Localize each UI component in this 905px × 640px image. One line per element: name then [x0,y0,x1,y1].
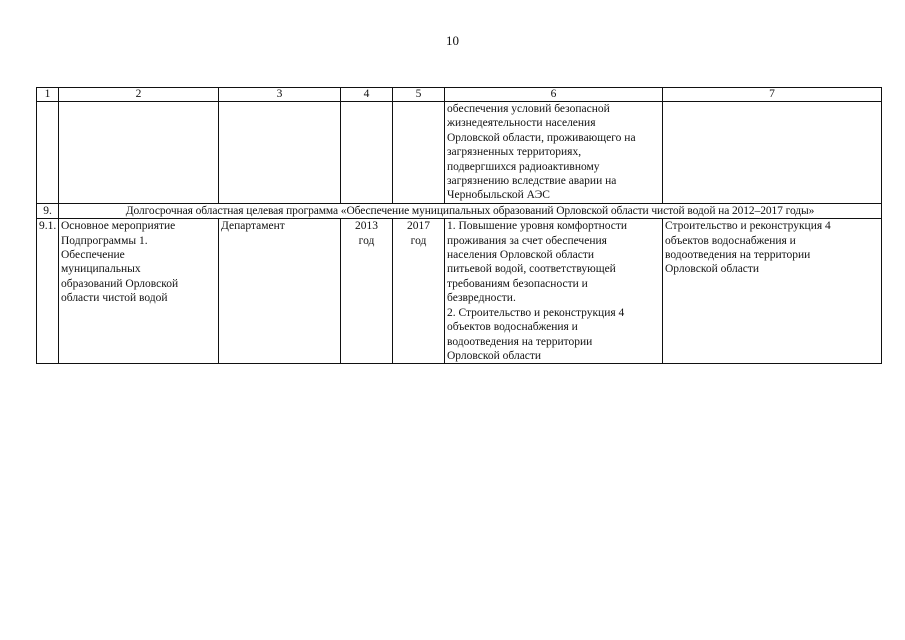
header-cell-6: 6 [445,88,663,102]
program-table [36,87,882,364]
item-executor: Департамент [219,219,341,364]
continuation-cell-6: обеспечения условий безопасной жизнедеятельности населения Орловской области, проживающего на загрязненных территориях, подвергшихся радиоактивному загрязнению вследствие аварии на Чернобыльской АЭС [445,102,663,204]
header-cell-1: 1 [37,88,59,102]
page-number: 10 [446,33,459,48]
item-start-year: 2013 год [341,219,393,364]
continuation-row [37,102,882,204]
continuation-cell-2 [59,102,219,204]
item-number: 9.1. [37,219,59,364]
continuation-cell-7 [663,102,882,204]
header-cell-3: 3 [219,88,341,102]
continuation-cell-4 [341,102,393,204]
header-cell-7: 7 [663,88,882,102]
section-title: Долгосрочная областная целевая программа «Обеспечение муниципальных образований Орловской области чистой водой на 2012–2017 годы» [59,203,882,218]
item-end-year: 2017 год [393,219,445,364]
continuation-cell-1 [37,102,59,204]
section-row [37,203,882,218]
continuation-cell-5 [393,102,445,204]
continuation-cell-3 [219,102,341,204]
item-row [37,219,882,364]
section-number: 9. [37,203,59,218]
item-name: Основное мероприятие Подпрограммы 1. Обеспечение муниципальных образований Орловской области чистой водой [59,219,219,364]
header-cell-4: 4 [341,88,393,102]
item-result: 1. Повышение уровня комфортности проживания за счет обеспечения населения Орловской области питьевой водой, соответствующей требованиям безопасности и безвредности. 2. Строительство и реконструкция 4 объектов водоснабжения и водоотведения на территории Орловской области [445,219,663,364]
table-header-row [37,88,882,102]
header-cell-5: 5 [393,88,445,102]
header-cell-2: 2 [59,88,219,102]
item-consequences: Строительство и реконструкция 4 объектов водоснабжения и водоотведения на территории Орловской области [663,219,882,364]
